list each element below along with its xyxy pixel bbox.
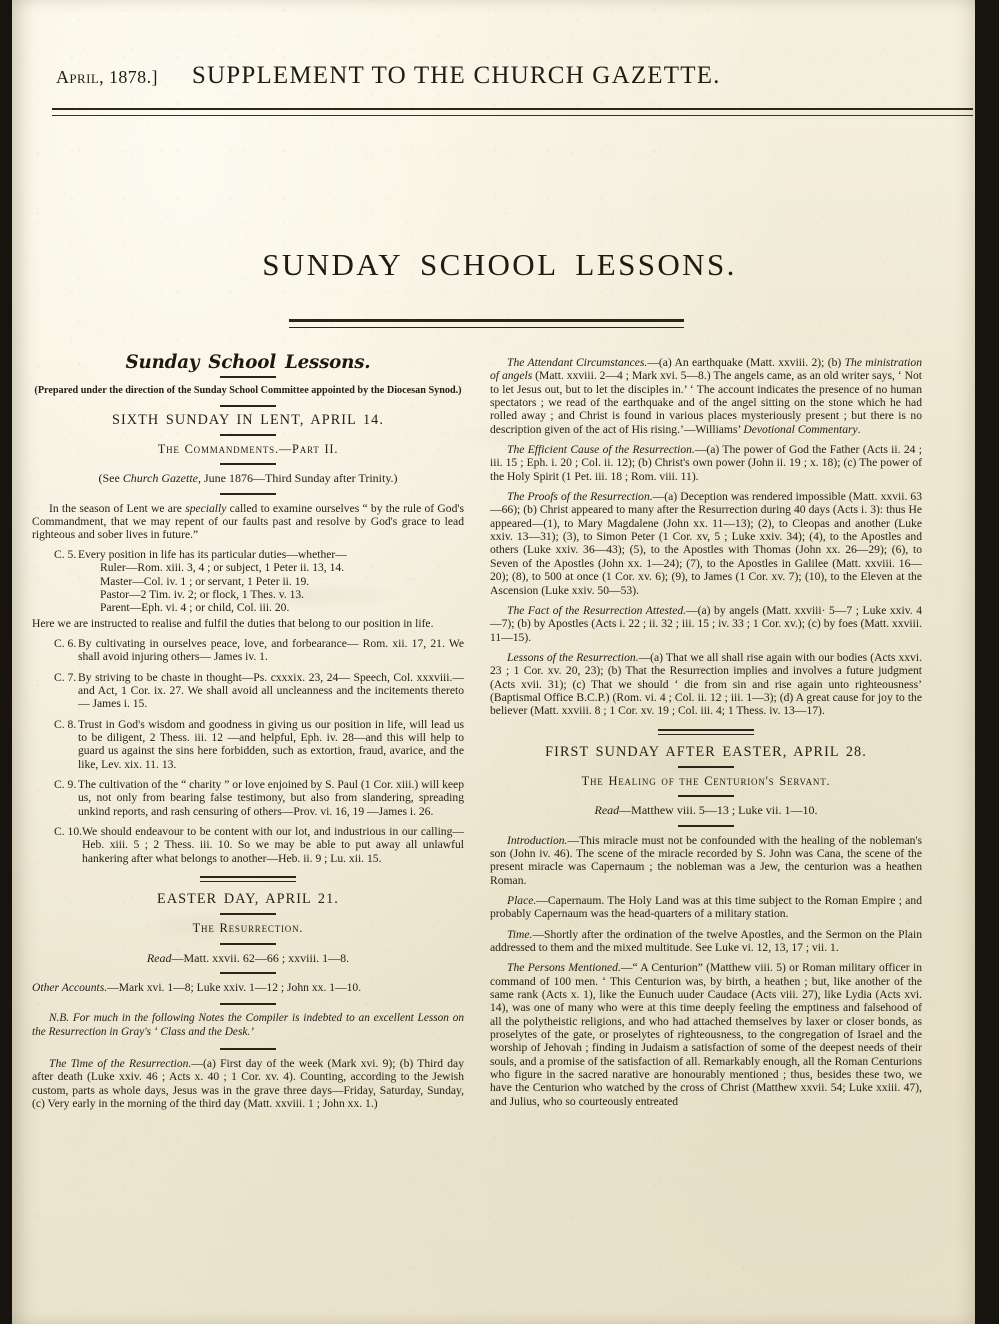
commandment-key: C. 7. bbox=[54, 670, 77, 684]
commandment-item bbox=[32, 825, 464, 865]
attendant-circumstances-paragraph: The Attendant Circumstances.—(a) An earthquake (Matt. xxviii. 2); (b) The ministration of angels (Matt. xxviii. 2—4 ; Mark xvi. 5—8.) The angels came, as an old writer says, ‘ Not to let Jesus out, but to let the disciples in.’ ‘ The account indicates the presence of no human spectators ; we read of the earthquake and of the angel sitting on the stone which he had rolled away ; and Christ is found in various places mysteriously present ; but there is no description given of the act of His rising.’—Williams’ Devotional Commentary. bbox=[490, 356, 923, 436]
commandment-item bbox=[32, 671, 464, 711]
proofs-label: The Proofs of the Resurrection. bbox=[507, 490, 653, 504]
time-text: —Shortly after the ordination of the twelve Apostles, and the Sermon on the Plain addressed to them and the mixed multitude. See Luke vi. 12, 13, 17 ; vii. 1. bbox=[490, 927, 922, 955]
efficient-text: —(a) The power of God the Father (Acts ii. 24 ; iii. 15 ; Eph. i. 20 ; Col. ii. 12); (b) Christ's own power (John ii. 19 ; x. 18); (c) The power of the Holy Spirit (1 Pet. iii. 18 ; Rom. viii. 11). bbox=[490, 443, 922, 483]
title-rule bbox=[289, 319, 684, 328]
read-label: Read bbox=[146, 950, 172, 965]
place-label: Place. bbox=[507, 894, 537, 907]
body-columns bbox=[32, 351, 979, 1110]
rule bbox=[220, 913, 276, 915]
lent-intro-paragraph: In the season of Lent we are specially called to examine ourselves “ by the rule of God's Commandment, that we may repent of our faults past and resolve by God's grace to lead righteous and sober lives in future.” bbox=[32, 501, 464, 542]
rule bbox=[220, 943, 276, 945]
read-reference-centurion: Read—Matthew viii. 5—13 ; Luke vii. 1—10. bbox=[594, 803, 818, 818]
time-text: —(a) First day of the week (Mark xvi. 9); (b) Third day after death (Luke xxiv. 46 ; Acts x. 40 ; 1 Cor. xv. 4). Counting, according to the Jewish custom, parts as whole days, Jesus was in the grave three days—Friday, Saturday, Sunday, (c) Very early in the morning of the third day (Matt. xxviii. 1 ; John xx. 1.) bbox=[32, 1056, 464, 1110]
lessons-paragraph bbox=[490, 651, 922, 718]
time-label: The Time of the Resurrection. bbox=[49, 1056, 192, 1070]
commandment-subline: Ruler—Rom. xiii. 3, 4 ; or subject, 1 Peter ii. 13, 14. bbox=[100, 561, 345, 575]
time-paragraph bbox=[490, 928, 922, 955]
lesson-date-heading-after-easter: FIRST SUNDAY AFTER EASTER, APRIL 28. bbox=[545, 743, 867, 760]
attested-text: —(a) by angels (Matt. xxviii· 5—7 ; Luke xxiv. 4—7); (b) by Apostles (Acts i. 22 ; ii. 32 ; iii. 15 ; iv. 33 ; 1 Cor. xv.); (c) by foes (Matt. xxviii. 11—15). bbox=[490, 603, 922, 644]
introduction-label: Introduction. bbox=[507, 833, 568, 847]
attested-paragraph bbox=[490, 604, 922, 644]
attendant-label: The Attendant Circumstances. bbox=[507, 356, 648, 369]
left-column bbox=[32, 351, 464, 1110]
header-rule bbox=[52, 108, 973, 116]
time-of-resurrection-paragraph bbox=[32, 1057, 464, 1110]
commandment-text: By striving to be chaste in thought—Ps. cxxxix. 23, 24— Speech, Col. xxxviii.—and Act, 1 Cor. ix. 27. We shall avoid all uncleanness and the incitements thereto— James i. 15. bbox=[78, 670, 464, 711]
persons-text: —“ A Centurion” (Matthew viii. 5) or Roman military officer in command of 100 men. ‘ This Centurion was, by birth, a heathen ; but, like another of the same rank (Acts x. 1), like the Eunuch uuder Caudace (Acts viii. 27), like Lydia (Acts xvi. 14), was one of many who were at this time deeply feeling the emptiness and falsehood of all the polytheistic religions, and who had attached themselves by laxer or closer bonds, as proselytes of the gate, or proselytes of righteousness, to the congregation of Israel and the worship of Jehovah ; finding in Judaism a satisfaction of some of the deepest needs of their souls, and a promise of the satisfaction of all. Remarkably enough, all the Roman Centurions who figure in the sacred narative are honourably mentioned ; thus, besides these two, we have the Centurion who watched by the cross of Christ (Matthew xxvii. 54; Luke xxiii. 47), and Julius, who so courteously entreated bbox=[490, 961, 922, 1108]
rule bbox=[220, 405, 276, 407]
rule bbox=[220, 434, 276, 436]
commandment-item bbox=[32, 548, 464, 615]
introduction-text: —This miracle must not be confounded with the healing of the nobleman's son (John iv. 46). The scene of the miracle recorded by S. John was Cana, the scene of the present miracle was Capernaum ; the nobleman was a Jew, the centurion was a heathen Roman. bbox=[490, 833, 922, 887]
lesson-subject-centurion: The Healing of the Centurion's Servant. bbox=[581, 773, 831, 788]
gazette-title-italic: Church Gazette bbox=[122, 471, 198, 486]
commandments-list bbox=[32, 548, 464, 865]
place-paragraph bbox=[490, 894, 922, 921]
ministration-italic: The ministration of angels bbox=[490, 356, 923, 383]
compiler-note: N.B. For much in the following Notes the Compiler is indebted to an excellent Lesson on the Resurrection in Gray's ‘ Class and the Desk.’ bbox=[32, 1012, 464, 1038]
proofs-paragraph bbox=[490, 490, 922, 597]
lesson-date-heading-easter: EASTER DAY, APRIL 21. bbox=[157, 891, 339, 908]
commandment-text: By cultivating in ourselves peace, love, and forbearance— Rom. xii. 17, 21. We shall avoid injuring others— James iv. 1. bbox=[78, 636, 464, 664]
rule bbox=[220, 463, 276, 465]
cross-reference-note: (See Church Gazette, June 1876—Third Sunday after Trinity.) bbox=[98, 471, 398, 486]
other-accounts-label: Other Accounts. bbox=[32, 981, 108, 995]
commandment-key: C. 6. bbox=[54, 636, 77, 650]
lesson-date-heading-lent: SIXTH SUNDAY IN LENT, APRIL 14. bbox=[111, 411, 385, 428]
commandment-text: Trust in God's wisdom and goodness in giving us our position in life, will lead us to be diligent, 2 Thess. iii. 12 —and helpful, Eph. iv. 28—and this will help to guard us against the sins here forbidden, such as extortion, fraud, avarice, and the like, Lev. xix. 11. 13. bbox=[78, 717, 464, 771]
page-title: SUNDAY SCHOOL LESSONS. bbox=[262, 247, 737, 282]
rule bbox=[220, 493, 276, 495]
lesson-subject-resurrection: The Resurrection. bbox=[192, 921, 304, 936]
commandment-key: C. 5. bbox=[54, 547, 77, 561]
rule bbox=[678, 795, 734, 797]
proofs-text: —(a) Deception was rendered impossible (Matt. xxvii. 63—66); (b) Christ appeared to many after the Resurrection during 40 days (Acts i. 3): thus He appeared—(1), to Mary Magdalene (John xx. 11—13); (2), to Cleopas and another (Luke xxiv. 13—31); (3), to Simon Peter (1 Cor. xv, 5 ; Luke xxiv. 34); (4), to the Apostles and others (Luke xxiv. 36—43); (5), to the Apostles with Thomas (John xx. 26—29); (6), to Seven of the Apostles (John xx. 1—24); (7), to the Apostles in Galilee (Matt. xxviii. 16—20); (8), to 500 at once (1 Cor. xv. 6); (9), to James (1 Cor. xv. 7); (10), to the Eleven at the Ascension (Luke xxiv. 50—53). bbox=[490, 490, 923, 597]
commandment-note: Here we are instructed to realise and fulfil the duties that belong to our position in life. bbox=[32, 616, 434, 630]
rule bbox=[220, 1003, 276, 1005]
gothic-section-heading: Sunday School Lessons. bbox=[125, 351, 371, 373]
commandment-item bbox=[32, 637, 464, 664]
lessons-label: Lessons of the Resurrection. bbox=[507, 650, 639, 664]
publication-title: SUPPLEMENT TO THE CHURCH GAZETTE. bbox=[191, 62, 721, 89]
running-head bbox=[0, 62, 999, 90]
commandment-text: Every position in life has its particular duties—whether— bbox=[78, 547, 347, 561]
rule bbox=[220, 376, 276, 378]
attested-label: The Fact of the Resurrection Attested. bbox=[507, 603, 687, 617]
commandment-item bbox=[32, 778, 464, 818]
right-column bbox=[490, 356, 922, 1110]
commandment-item bbox=[32, 718, 464, 771]
lesson-subject-commandments: The Commandments.—Part II. bbox=[157, 442, 339, 457]
commentary-italic: Devotional Commentary bbox=[743, 422, 858, 436]
introduction-paragraph bbox=[490, 834, 922, 887]
commandment-text: The cultivation of the “ charity ” or love enjoined by S. Paul (1 Cor. xiii.) will keep us, not only from bearing false testimony, but also from slandering, spreading unkind reports, and rash censuring of others—Prov. vi. 16, 19 —James i. 26. bbox=[78, 777, 464, 818]
commandment-subline: Master—Col. iv. 1 ; or servant, 1 Peter ii. 19. bbox=[100, 574, 310, 588]
rule bbox=[220, 1048, 276, 1050]
efficient-cause-paragraph bbox=[490, 443, 922, 483]
commandment-subline: Pastor—2 Tim. iv. 2; or flock, 1 Thes. v. 13. bbox=[100, 587, 305, 601]
section-rule bbox=[658, 729, 754, 735]
persons-mentioned-paragraph bbox=[490, 961, 922, 1108]
efficient-label: The Efficient Cause of the Resurrection. bbox=[507, 443, 695, 457]
commandment-key: C. 10. bbox=[54, 825, 83, 838]
time-label: Time. bbox=[507, 927, 533, 941]
commandment-key: C. 9. bbox=[54, 777, 77, 791]
rule bbox=[220, 972, 276, 974]
commandment-key: C. 8. bbox=[54, 717, 77, 731]
commandment-body bbox=[78, 548, 464, 615]
place-text: —Capernaum. The Holy Land was at this time subject to the Roman Empire ; and probably Capernaum was the head-quarters of a military station. bbox=[490, 894, 922, 921]
committee-credit: (Prepared under the direction of the Sunday School Committee appointed by the Diocesan Synod.) bbox=[34, 385, 462, 397]
issue-date: April, 1878.] bbox=[56, 67, 158, 87]
commandment-subline: Parent—Eph. vi. 4 ; or child, Col. iii. 20. bbox=[100, 601, 290, 615]
rule bbox=[678, 766, 734, 768]
section-rule bbox=[200, 876, 296, 882]
persons-label: The Persons Mentioned. bbox=[507, 961, 621, 975]
rule bbox=[678, 825, 734, 827]
read-label: Read bbox=[594, 803, 620, 818]
lessons-text: —(a) That we all shall rise again with our bodies (Acts xxvi. 23 ; 1 Cor. xv. 20, 23); (b) That the Resurrection implies and involves a future judgment (Acts xvii. 31); (c) That we should ‘ die from sin and rise again unto righteousness’ (Baptismal Office B.C.P.) (Rom. vi. 4 ; Col. ii. 12 ; iii. 1—3); (d) A great cause for joy to the believer (Matt. xxviii. 8 ; 1 Cor. xv. 19 ; Col. iii. 4; 1 Thess. iv. 13—17). bbox=[490, 650, 922, 718]
read-reference-easter: Read—Matt. xxvii. 62—66 ; xxviii. 1—8. bbox=[146, 950, 350, 965]
commandment-text: We should endeavour to be content with our lot, and industrious in our calling—Heb. xiii. 5 ; 2 Thess. iii. 10. So we may be able to put away all unlawful hankering after what belongs to another—Heb. ii. 9 ; Lu. xii. 15. bbox=[82, 825, 464, 865]
other-accounts-line: Other Accounts.—Mark xvi. 1—8; Luke xxiv. 1—12 ; John xx. 1—10. bbox=[32, 981, 362, 995]
